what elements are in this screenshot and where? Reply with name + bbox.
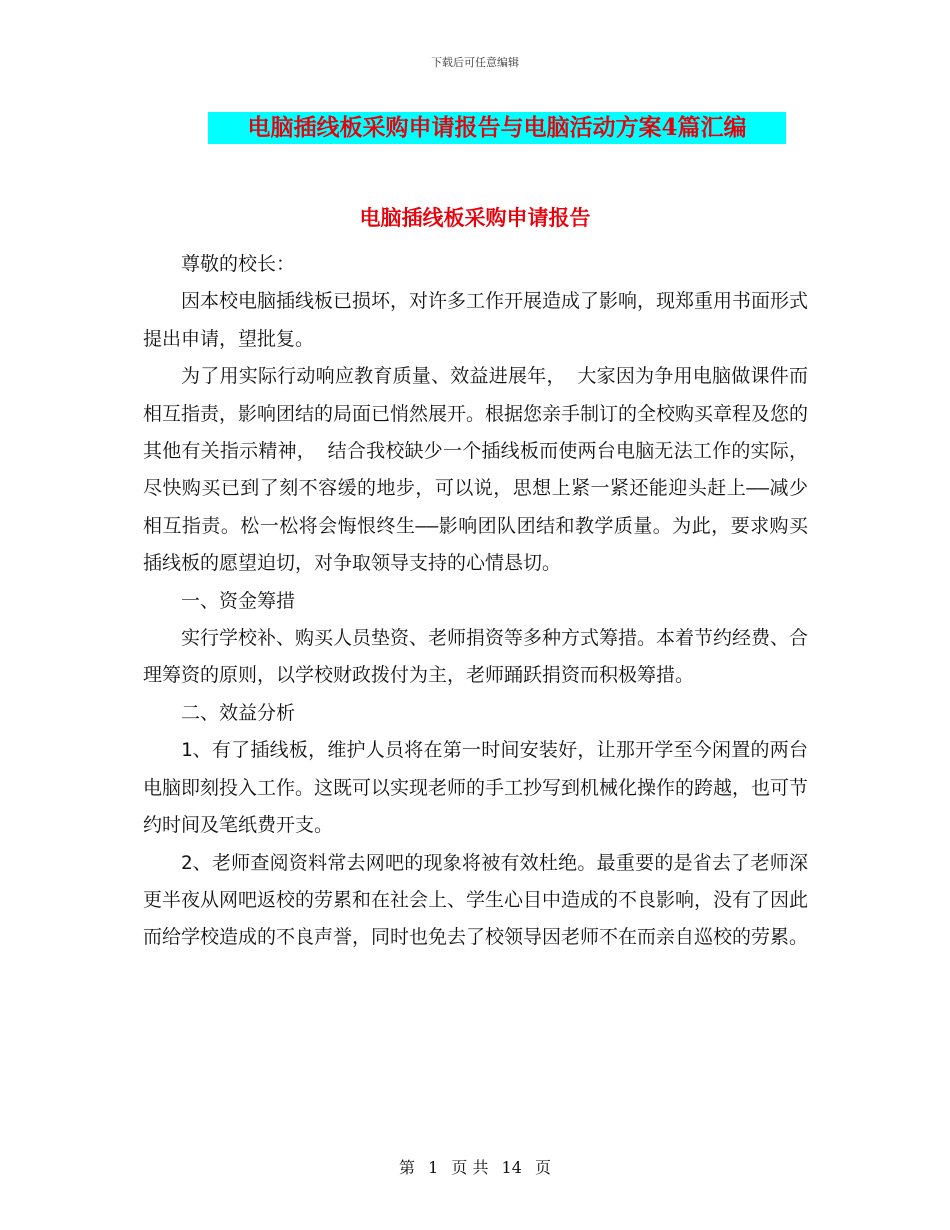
- header-note: 下载后可任意编辑: [431, 56, 519, 69]
- subheading: 二、效益分析: [181, 701, 296, 724]
- salutation: 尊敬的校长：: [181, 253, 296, 275]
- page-mid: 页 共: [451, 1158, 489, 1177]
- paragraph: 1、有了插线板，维护人员将在第一时间安装好，让那开学至今闲置的两台电脑即刻投入工作。这既可以实现老师的手工抄写到机械化操作的跨越，也可节约时间及笔纸费开支。: [143, 739, 809, 837]
- paragraph: 2、老师查阅资料常去网吧的现象将被有效杜绝。最重要的是省去了老师深更半夜从网吧返校的劳累和在社会上、学生心目中造成的不良影响，没有了因此而给学校造成的不良声誉，同时也免去了校领导因老师不在而亲自巡校的劳累。: [143, 851, 809, 949]
- page-prefix: 第: [398, 1158, 415, 1177]
- document-title: 电脑插线板采购申请报告与电脑活动方案4篇汇编: [208, 112, 786, 144]
- paragraph: 因本校电脑插线板已损坏，对许多工作开展造成了影响，现郑重用书面形式提出申请，望批复。: [143, 290, 809, 350]
- page-number: 1: [428, 1158, 439, 1177]
- paragraph: 为了用实际行动响应教育质量、效益进展年， 大家因为争用电脑做课件而相互指责，影响团结的局面已悄然展开。根据您亲手制订的全校购买章程及您的其他有关指示精神， 结合我校缺少一个插线板而使两台电脑无法工作的实际，尽快购买已到了刻不容缓的地步，可以说，思想上紧一紧还能迎头赶上——减少相互指责。松一松将会悔恨终生——影响团队团结和教学质量。为此，要求购买插线板的愿望迫切，对争取领导支持的心情恳切。: [143, 365, 809, 575]
- page-suffix: 页: [535, 1158, 552, 1177]
- section-title: 电脑插线板采购申请报告: [359, 205, 591, 230]
- page-total: 14: [501, 1158, 522, 1177]
- document-body: [143, 246, 808, 957]
- page-footer: [0, 1155, 950, 1178]
- paragraph: 实行学校补、购买人员垫资、老师捐资等多种方式筹措。本着节约经费、合理筹资的原则，以学校财政拨付为主，老师踊跃捐资而积极筹措。: [143, 627, 809, 687]
- subheading: 一、资金筹措: [181, 589, 296, 612]
